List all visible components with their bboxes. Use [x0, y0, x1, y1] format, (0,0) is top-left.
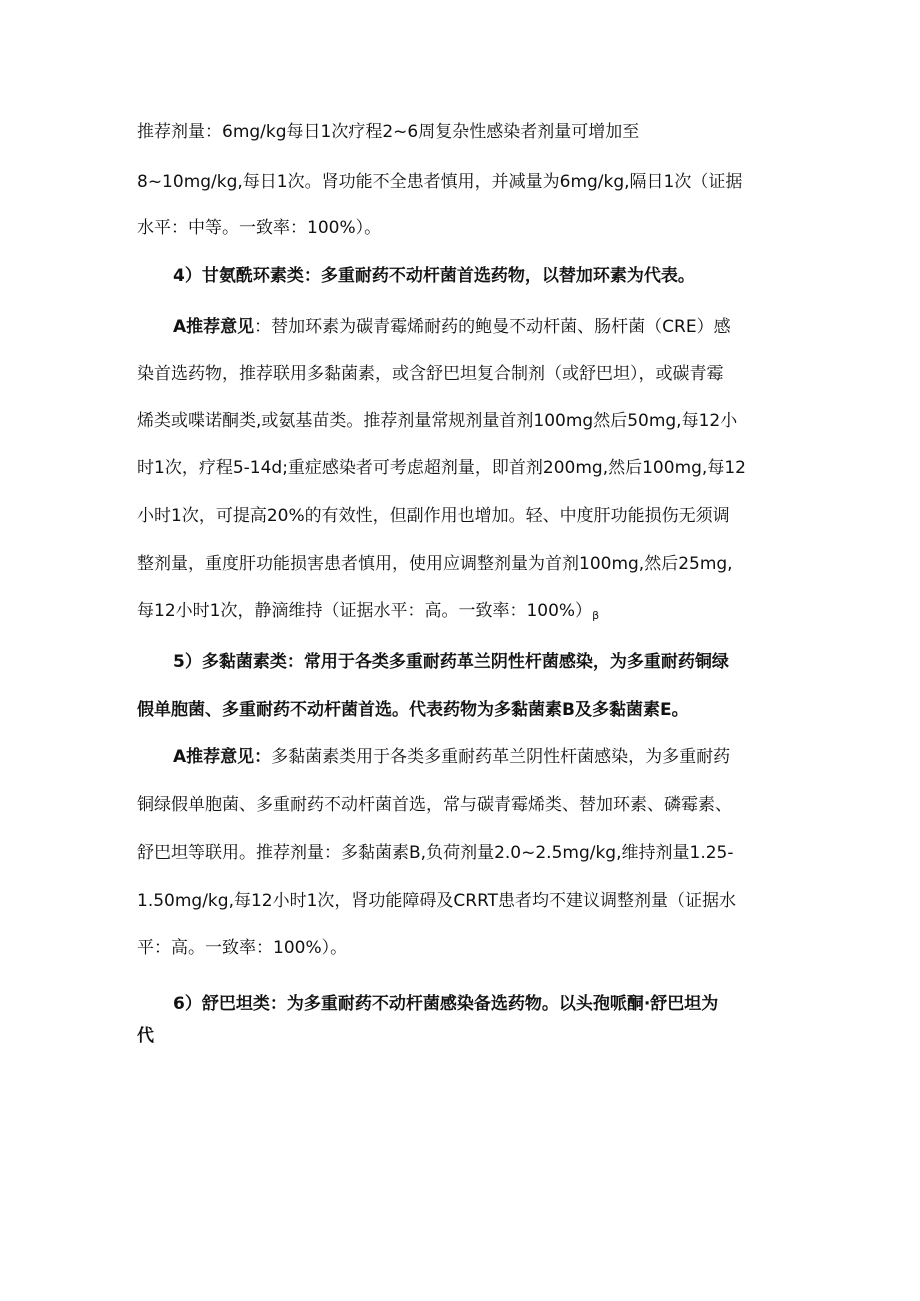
paragraph-line: 舒巴坦等联用。推荐剂量：多黏菌素B,负荷剂量2.0~2.5mg/kg,维持剂量1.25- — [137, 843, 734, 863]
section-heading: 5）多黏菌素类：常用于各类多重耐药革兰阴性杆菌感染，为多重耐药铜绿 — [173, 652, 729, 672]
paragraph-line — [137, 599, 599, 628]
paragraph-text: 多黏菌素类用于各类多重耐药革兰阴性杆菌感染，为多重耐药 — [271, 747, 731, 767]
paragraph-line: 推荐剂量：6mg/kg每日1次疗程2~6周复杂性感染者剂量可增加至 — [137, 122, 640, 142]
section-heading: 代 — [137, 1026, 154, 1046]
paragraph-line: 1.50mg/kg,每12小时1次，肾功能障碍及CRRT患者均不建议调整剂量（证据水 — [137, 891, 737, 911]
paragraph-line — [173, 315, 731, 339]
paragraph-line: 烯类或喋诺酮类,或氨基苗类。推荐剂量常规剂量首剂100mg然后50mg,每12小 — [137, 411, 738, 431]
paragraph-line: 平：高。一致率：100%）。 — [137, 938, 348, 958]
section-heading: 4）甘氨酰环素类：多重耐药不动杆菌首选药物，以替加环素为代表。 — [173, 266, 695, 286]
trailing-mark: β — [592, 609, 600, 622]
section-heading: 6）舒巴坦类：为多重耐药不动杆菌感染备选药物。以头孢哌酮·舒巴坦为 — [173, 994, 719, 1014]
paragraph-line: 8~10mg/kg,每日1次。肾功能不全患者慎用，并减量为6mg/kg,隔日1次（证据 — [137, 172, 743, 192]
recommendation-label: A推荐意见： — [173, 747, 272, 767]
paragraph-line: 染首选药物，推荐联用多黏菌素，或含舒巴坦复合制剂（或舒巴坦），或碳青霉 — [137, 364, 724, 384]
paragraph-line: 整剂量，重度肝功能损害患者慎用，使用应调整剂量为首剂100mg,然后25mg, — [137, 554, 733, 574]
recommendation-label: A推荐意见 — [173, 317, 255, 337]
paragraph-line — [173, 745, 730, 769]
paragraph-text: 每12小时1次，静滴维持（证据水平：高。一致率：100%） — [137, 601, 593, 621]
paragraph-line: 铜绿假单胞菌、多重耐药不动杆菌首选，常与碳青霉烯类、替加环素、磷霉素、 — [137, 795, 732, 815]
paragraph-text: ：替加环素为碳青霉烯耐药的鲍曼不动杆菌、肠杆菌（CRE）感 — [254, 317, 731, 337]
paragraph-line: 小时1次，可提高20%的有效性，但副作用也增加。轻、中度肝功能损伤无须调 — [137, 506, 730, 526]
section-heading: 假单胞菌、多重耐药不动杆菌首选。代表药物为多黏菌素B及多黏菌素E。 — [137, 700, 689, 720]
paragraph-line: 水平：中等。一致率：100%）。 — [137, 218, 382, 238]
paragraph-line: 时1次，疗程5-14d;重症感染者可考虑超剂量，即首剂200mg,然后100mg,每12 — [137, 458, 746, 478]
